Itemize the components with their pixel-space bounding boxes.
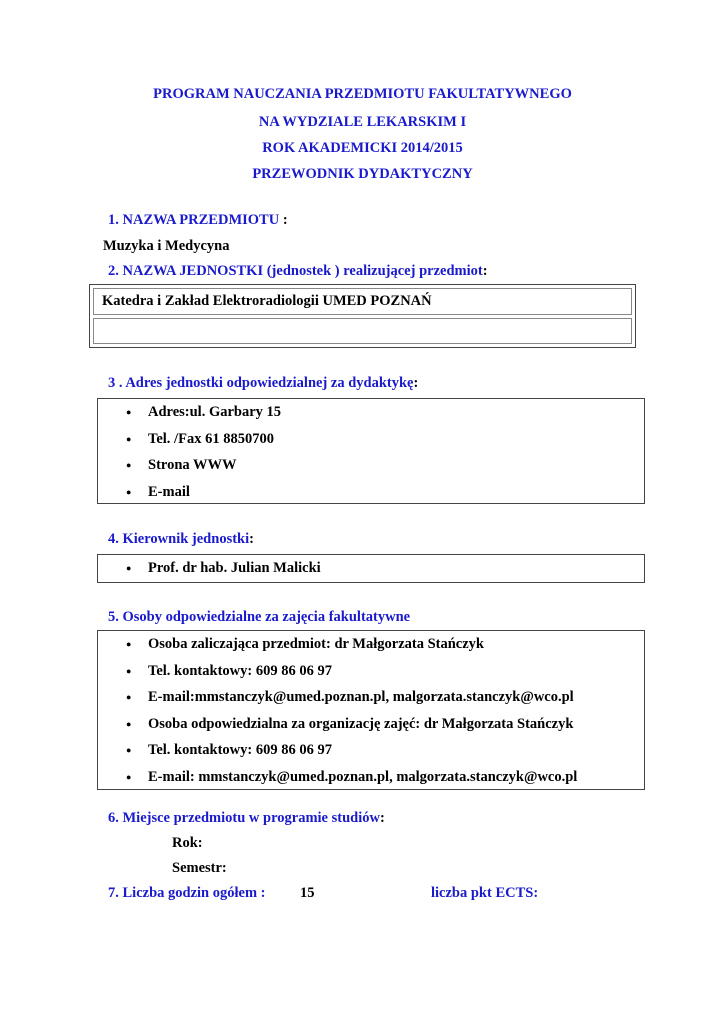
document-title-line-2: NA WYDZIALE LEKARSKIM I bbox=[258, 114, 467, 130]
list-item: ● E-mail: mmstanczyk@umed.poznan.pl, malgorzata.stanczyk@wco.pl bbox=[126, 766, 577, 793]
unit-table-row-2 bbox=[93, 318, 632, 344]
section-1-heading-text: 1. NAZWA PRZEDMIOTU bbox=[108, 212, 280, 228]
list-item: ● Osoba odpowiedzialna za organizację zajęć: dr Małgorzata Stańczyk bbox=[126, 713, 577, 740]
address-box bbox=[97, 398, 645, 504]
section-4-heading bbox=[108, 531, 254, 548]
list-item: ● Strona WWW bbox=[126, 454, 281, 481]
unit-table bbox=[89, 284, 636, 348]
list-item: ● Adres:ul. Garbary 15 bbox=[126, 401, 281, 428]
unit-table-row-1 bbox=[93, 288, 632, 315]
section-2-heading-text: 2. NAZWA JEDNOSTKI (jednostek ) realizującej przedmiot bbox=[108, 263, 483, 279]
list-item: ● Tel. kontaktowy: 609 86 06 97 bbox=[126, 660, 577, 687]
section-1-heading-suffix: : bbox=[279, 212, 288, 228]
section-3-heading bbox=[108, 375, 418, 392]
section-6-heading bbox=[108, 810, 385, 827]
section-6-heading-suffix: : bbox=[379, 810, 385, 826]
document-title-line-1: PROGRAM NAUCZANIA PRZEDMIOTU FAKULTATYWNEGO bbox=[153, 86, 572, 102]
total-hours-value: 15 bbox=[300, 885, 315, 901]
document-title-line-4: PRZEWODNIK DYDAKTYCZNY bbox=[252, 166, 473, 182]
section-2-heading bbox=[108, 263, 488, 280]
head-of-unit-list bbox=[126, 557, 321, 584]
year-label: Rok: bbox=[172, 835, 203, 851]
section-3-heading-text: 3 . Adres jednostki odpowiedzialnej za dydaktykę bbox=[108, 375, 414, 391]
ects-points-label: liczba pkt ECTS: bbox=[431, 885, 539, 901]
list-item: ● Tel. /Fax 61 8850700 bbox=[126, 428, 281, 455]
list-item: ● Prof. dr hab. Julian Malicki bbox=[126, 557, 321, 584]
responsible-persons-list bbox=[126, 633, 577, 792]
section-4-heading-text: 4. Kierownik jednostki bbox=[108, 531, 250, 547]
section-5-heading: 5. Osoby odpowiedzialne za zajęcia fakultatywne bbox=[108, 609, 411, 625]
list-item: ● Osoba zaliczająca przedmiot: dr Małgorzata Stańczyk bbox=[126, 633, 577, 660]
list-item: ● Tel. kontaktowy: 609 86 06 97 bbox=[126, 739, 577, 766]
document-title-line-3: ROK AKADEMICKI 2014/2015 bbox=[262, 140, 463, 156]
section-4-heading-suffix: : bbox=[249, 531, 254, 547]
section-3-heading-suffix: : bbox=[413, 375, 419, 391]
subject-name: Muzyka i Medycyna bbox=[103, 238, 230, 254]
section-6-heading-text: 6. Miejsce przedmiotu w programie studiów bbox=[108, 810, 380, 826]
section-1-heading bbox=[108, 212, 288, 229]
unit-name: Katedra i Zakład Elektroradiologii UMED POZNAŃ bbox=[102, 293, 432, 309]
total-hours-label: 7. Liczba godzin ogółem : bbox=[108, 885, 266, 901]
address-list bbox=[126, 401, 281, 507]
list-item: ● E-mail bbox=[126, 481, 281, 508]
semester-label: Semestr: bbox=[172, 860, 227, 876]
section-2-heading-suffix: : bbox=[482, 263, 488, 279]
head-of-unit-box bbox=[97, 554, 645, 583]
list-item: ● E-mail:mmstanczyk@umed.poznan.pl, malgorzata.stanczyk@wco.pl bbox=[126, 686, 577, 713]
responsible-persons-box bbox=[97, 630, 645, 790]
